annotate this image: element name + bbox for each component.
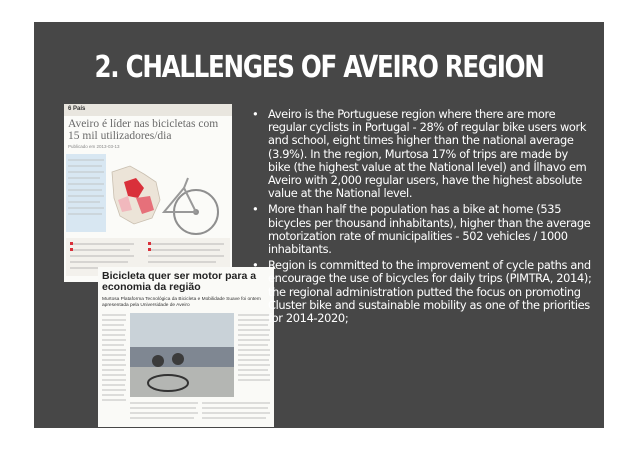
bullet-bike-ownership: • More than half the population has a bike at home (535 bicycles per thousand inhabitants), higher than the average motorization rate of municipalities - 502 vehicles / 1000 inhabitants. xyxy=(252,203,592,256)
bullet-cycling-statistics: • Aveiro is the Portuguese region where there are more regular cyclists in Portugal - 28% of regular bike users work and school, eight times higher than the national average (3.9%). In the region, Murtosa 17% of trips are made by bike (the highest value at the National level) and Ílhavo em Aveiro with 2,000 regular users, have the highest absolute value at the National level. xyxy=(252,108,592,200)
clipping-headline: Aveiro é líder nas bicicletas com 15 mil utilizadores/dia xyxy=(68,118,219,142)
newspaper-clipping-bicycle-economy xyxy=(98,267,274,427)
bullet-regional-commitment: • Region is committed to the improvement of cycle paths and encourage the use of bicycles for daily trips (PIMTRA, 2014); the regional administration putted the focus on promoting Cluster bike and sustainable mobility as one of the priorities for 2014-2020; xyxy=(252,259,592,325)
bullet-list xyxy=(252,108,592,328)
clipping-section-label: 6 País xyxy=(68,106,86,112)
newspaper-clipping-cycling-leader xyxy=(64,104,232,282)
clipping-header-band xyxy=(64,104,232,116)
clipping-dateline: Publicado em 2013-03-13 xyxy=(68,144,120,149)
clipping-lead: Murtosa Plataforma Tecnológica da Bicicleta e Mobilidade Suave foi ontem apresentada pela Universidade de Aveiro xyxy=(102,297,261,308)
slide-title: 2. CHALLENGES OF AVEIRO REGION xyxy=(94,50,544,85)
cycling-map-illustration xyxy=(64,152,232,282)
clipping-headline: Bicicleta quer ser motor para a economia da região xyxy=(102,270,257,293)
slide xyxy=(34,22,604,428)
clipping-photo-and-columns xyxy=(98,311,274,427)
